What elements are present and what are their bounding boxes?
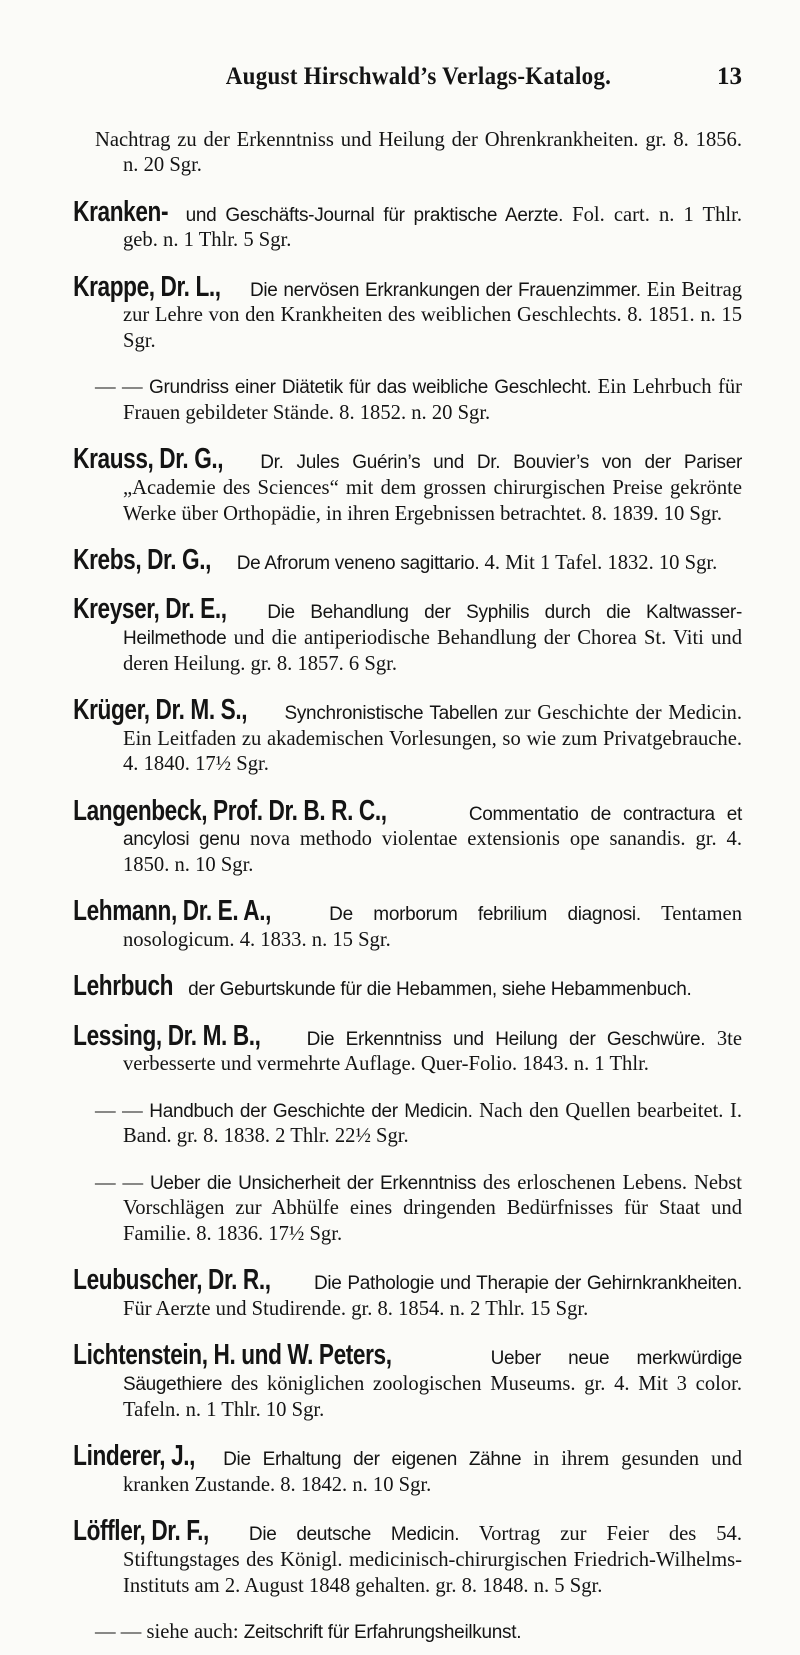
entry-details: 3te verbesserte und vermehrte Auflage. Quer-Folio. 1843. n. 1 Thlr. <box>123 1027 742 1076</box>
entry-title: De morborum febrilium diagnosi. <box>308 904 641 926</box>
entry-title: Ueber neue merkwürdige Säugethiere <box>123 1348 742 1396</box>
entry-details: „Academie des Sciences“ mit dem grossen chirurgischen Preise gekrönte Werke über Orthopädie, in ihren Ergebnissen betrachtet. 8. 1839. 10 Sgr. <box>123 477 742 525</box>
catalog-entry <box>73 443 742 527</box>
catalog-entry <box>95 1171 742 1248</box>
catalog-entry <box>73 1339 742 1423</box>
entry-title: De Afrorum veneno sagittario. <box>231 553 480 574</box>
entry-details: nova methodo violentae extensionis ope sanandis. gr. 4. 1850. n. 10 Sgr. <box>123 828 743 877</box>
entry-title: Commentatio de contractura et ancylosi genu <box>123 803 742 851</box>
entry-heading: Lessing, Dr. M. B., <box>73 1019 261 1052</box>
entry-details: Tentamen nosologicum. 4. 1833. n. 15 Sgr. <box>123 903 742 952</box>
entry-heading: Krüger, Dr. M. S., <box>73 694 248 726</box>
entry-title: Die deutsche Medicin. <box>229 1524 460 1546</box>
entry-details: Fol. cart. n. 1 Thlr. geb. n. 1 Thlr. 5 Sgr. <box>123 203 742 252</box>
entry-title: Dr. Jules Guérin’s und Dr. Bouvier’s von der Pariser <box>247 452 742 474</box>
page-number: 13 <box>717 63 742 90</box>
page-title: August Hirschwald’s Verlags-Katalog. <box>225 63 612 90</box>
catalog-entry <box>73 195 742 254</box>
entry-heading: Langenbeck, Prof. Dr. B. R. C., <box>73 794 387 827</box>
catalog-entry <box>95 1620 742 1646</box>
entry-title: Grundriss einer Diätetik für das weibliche Geschlecht. <box>149 377 592 399</box>
entry-heading: Kranken- <box>73 195 169 228</box>
entry-details: Ein Lehrbuch für Frauen gebildeter Stände. 8. 1852. n. 20 Sgr. <box>123 376 742 424</box>
catalog-entry <box>73 970 742 1003</box>
catalog-entry: Nachtrag zu der Erkenntniss und Heilung der Ohrenkrankheiten. gr. 8. 1856. n. 20 Sgr. <box>95 128 742 177</box>
entry-title: Ueber die Unsicherheit der Erkenntniss <box>149 1172 477 1194</box>
entry-heading: Krebs, Dr. G., <box>73 544 212 576</box>
ditto-dash: — — <box>95 1171 150 1194</box>
entry-heading: Löffler, Dr. F., <box>73 1515 209 1548</box>
entry-heading: Lehrbuch <box>73 970 174 1003</box>
entry-heading: Krappe, Dr. L., <box>73 270 221 303</box>
entry-details: Für Aerzte und Studirende. gr. 8. 1854. n. 2 Thlr. 15 Sgr. <box>123 1298 589 1321</box>
catalog-entry <box>73 794 743 879</box>
entry-details: 4. Mit 1 Tafel. 1832. 10 Sgr. <box>479 552 718 574</box>
entry-details: des erloschenen Lebens. Nebst Vorschlägen zur Abhülfe eines dringenden Bedürfnisses für Staat und Familie. 8. 1836. 17½ Sgr. <box>123 1171 743 1246</box>
ditto-dash: — — <box>95 376 149 399</box>
entry-heading: Leubuscher, Dr. R., <box>73 1264 271 1297</box>
entry-details: zur Geschichte der Medicin. Ein Leitfaden zu akademischen Vorlesungen, so wie zum Privatgebrauche. 4. 1840. 17½ Sgr. <box>123 702 742 776</box>
entry-heading: Krauss, Dr. G., <box>73 443 224 476</box>
entry-title: und Geschäfts-Journal für praktische Aerzte. <box>176 204 564 226</box>
catalog-entry <box>73 544 742 577</box>
entry-heading: Lehmann, Dr. E. A., <box>73 895 272 928</box>
catalog-entry <box>73 1019 742 1078</box>
entry-details: des königlichen zoologischen Museums. gr. 4. Mit 3 color. Tafeln. n. 1 Thlr. 10 Sgr. <box>123 1373 742 1421</box>
catalog-entry <box>73 1440 742 1498</box>
ditto-dash: — — <box>95 1620 147 1643</box>
entry-title: Handbuch der Geschichte der Medicin. <box>149 1100 473 1122</box>
catalog-entry <box>73 694 742 778</box>
entry-title: der Geburtskunde für die Hebammen, siehe Hebammenbuch. <box>183 979 692 1001</box>
entry-details: Ein Beitrag zur Lehre von den Krankheiten des weiblichen Geschlechts. 8. 1851. n. 15 Sgr. <box>123 278 743 352</box>
catalog-entry <box>95 1099 742 1150</box>
entry-details: in ihrem gesunden und kranken Zustande. 8. 1842. n. 10 Sgr. <box>123 1448 742 1496</box>
entry-title: Die Pathologie und Therapie der Gehirnkrankheiten. <box>308 1273 742 1295</box>
entry-details: Vortrag zur Feier des 54. Stiftungstages des Königl. medicinisch-chirurgischen Friedrich-Wilhelms-Instituts am 2. August 1848 gehalten. gr. 8. 1848. n. 5 Sgr. <box>123 1523 743 1597</box>
catalog-entry <box>95 375 742 426</box>
catalog-entry <box>73 895 742 953</box>
catalog-entry <box>73 1515 743 1599</box>
entry-title: Die Behandlung der Syphilis durch die Kaltwasser-Heilmethode <box>123 602 742 649</box>
entry-details: Nach den Quellen bearbeitet. I. Band. gr. 8. 1838. 2 Thlr. 22½ Sgr. <box>123 1099 743 1148</box>
entry-heading: Lichtenstein, H. und W. Peters, <box>73 1339 392 1372</box>
running-header <box>95 62 742 92</box>
entry-heading: Kreyser, Dr. E., <box>73 593 227 626</box>
entry-details: siehe auch: <box>146 1620 244 1643</box>
entry-title: Die Erhaltung der eigenen Zähne <box>211 1449 522 1471</box>
entry-title: Die Erkenntniss und Heilung der Geschwüre. <box>295 1028 706 1050</box>
catalog-entry <box>73 270 743 355</box>
entry-title: Synchronistische Tabellen <box>278 703 498 724</box>
entry-title: Zeitschrift für Erfahrungsheilkunst. <box>243 1621 522 1643</box>
entry-details: und die antiperiodische Behandlung der Chorea St. Viti und deren Heilung. gr. 8. 1857. 6 Sgr. <box>123 627 742 675</box>
ditto-dash: — — <box>95 1099 150 1122</box>
entry-title: Die nervösen Erkrankungen der Frauenzimmer. <box>244 279 641 301</box>
catalog-entries <box>73 107 743 1655</box>
entry-heading: Linderer, J., <box>73 1440 196 1473</box>
catalog-entry <box>73 593 742 677</box>
